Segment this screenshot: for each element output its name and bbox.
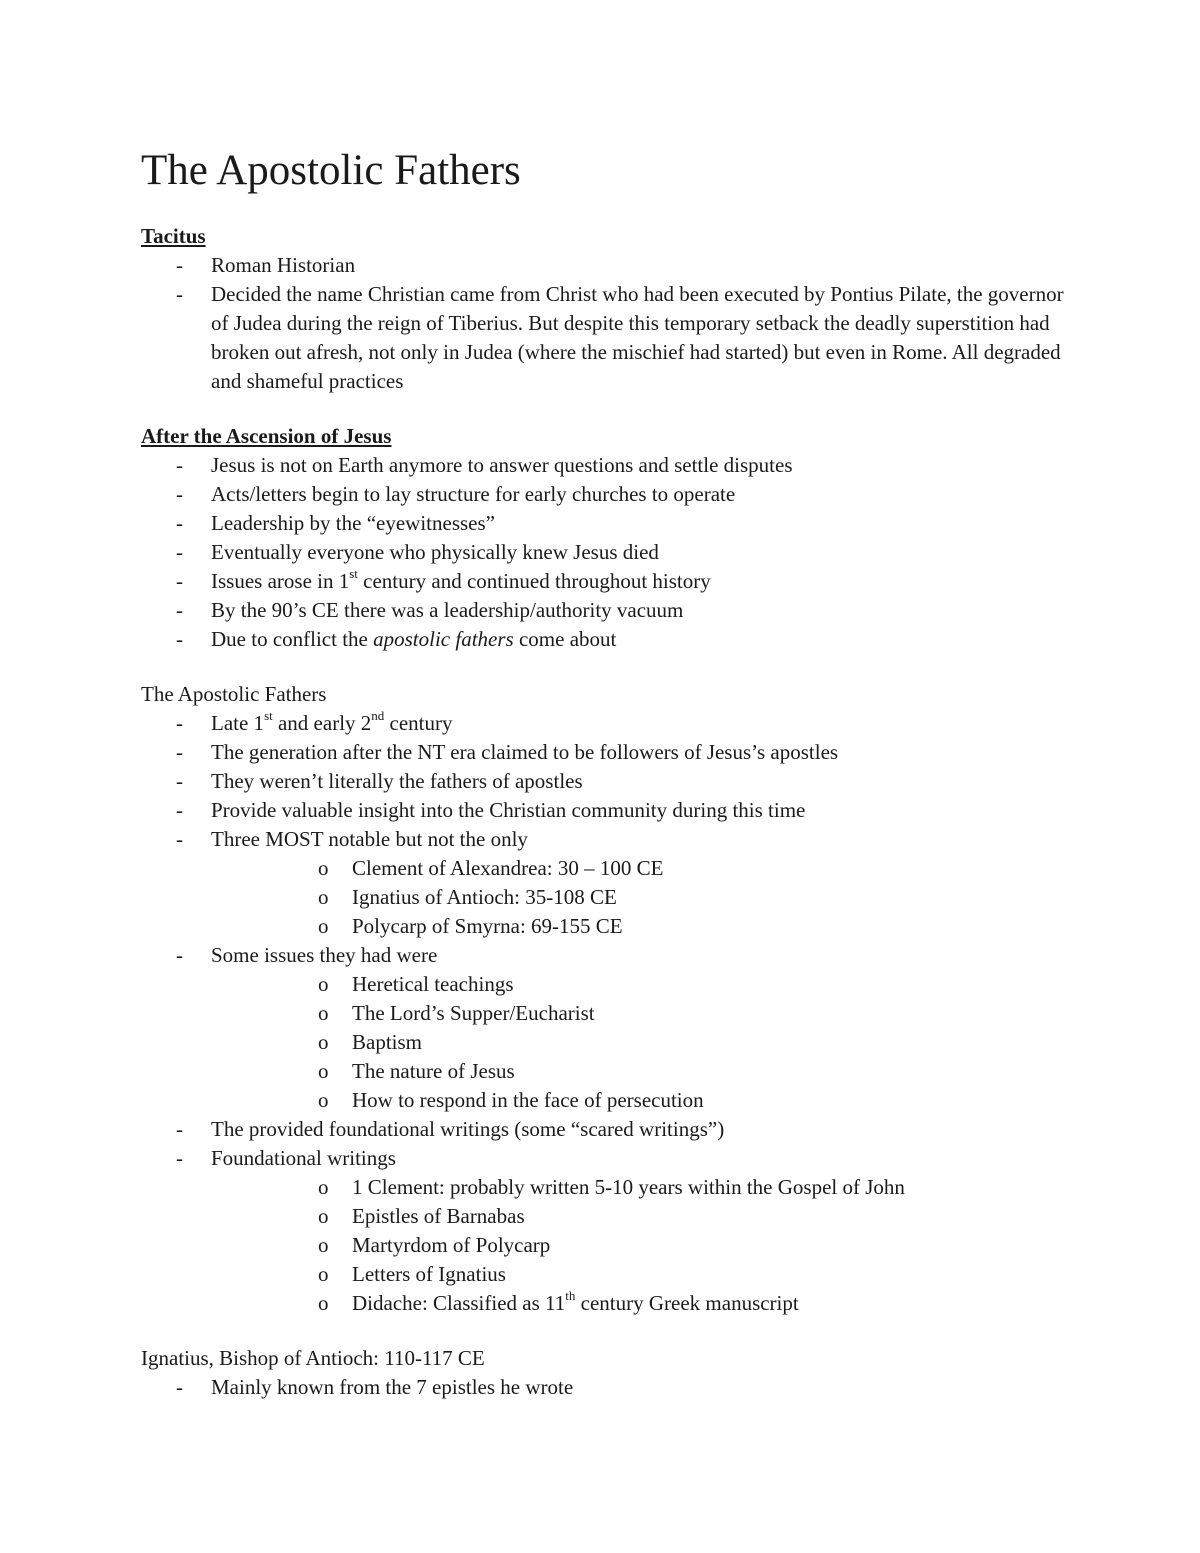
dash-bullet: -: [176, 740, 183, 764]
superscript: st: [264, 708, 273, 723]
dash-bullet: -: [176, 598, 183, 622]
list-item: [141, 509, 1081, 538]
list-item: [141, 825, 1081, 941]
dash-bullet: -: [176, 798, 183, 822]
list-item-text-post: come about: [513, 627, 617, 651]
sub-list-item-text: Polycarp of Smyrna: 69-155 CE: [352, 914, 623, 938]
sub-list-item: [211, 1028, 1081, 1057]
sub-list-item-text: How to respond in the face of persecution: [352, 1088, 704, 1112]
list-item-text-post: century: [384, 711, 453, 735]
dash-bullet: -: [176, 540, 183, 564]
list-item: [141, 251, 1081, 280]
list-item: [141, 1373, 1081, 1402]
sub-list-item-text: Heretical teachings: [352, 972, 514, 996]
dash-bullet: -: [176, 769, 183, 793]
issues-list: [211, 970, 1081, 1115]
sub-list-item: [211, 1289, 1081, 1318]
section-heading-ignatius: Ignatius, Bishop of Antioch: 110-117 CE: [141, 1346, 485, 1370]
dash-bullet: -: [176, 627, 183, 651]
list-item: [141, 596, 1081, 625]
sub-list-item-text: Letters of Ignatius: [352, 1262, 506, 1286]
italic-term: apostolic fathers: [373, 627, 514, 651]
list-item: [141, 451, 1081, 480]
list-item-text-pre: Late 1: [211, 711, 265, 735]
sub-list-item-text: Clement of Alexandrea: 30 – 100 CE: [352, 856, 664, 880]
list-item: [141, 538, 1081, 567]
list-item-text: Roman Historian: [211, 253, 356, 277]
sub-list-item: [211, 854, 1081, 883]
sub-list-item: [211, 912, 1081, 941]
list-item-text: Some issues they had were: [211, 943, 438, 967]
list-item: [141, 738, 1081, 767]
list-item: [141, 709, 1081, 738]
circle-bullet: o: [318, 1088, 329, 1112]
sub-list-item-text: Baptism: [352, 1030, 423, 1054]
list-item-text: Jesus is not on Earth anymore to answer questions and settle disputes: [211, 453, 793, 477]
superscript: nd: [371, 708, 385, 723]
circle-bullet: o: [318, 972, 329, 996]
list-item-text: Acts/letters begin to lay structure for early churches to operate: [211, 482, 736, 506]
section-ascension: [141, 422, 1081, 654]
section-tacitus: [141, 222, 1081, 396]
list-item: [141, 1144, 1081, 1318]
list-item: [141, 941, 1081, 1115]
dash-bullet: -: [176, 1117, 183, 1141]
sub-list-item-text: Epistles of Barnabas: [352, 1204, 525, 1228]
circle-bullet: o: [318, 856, 329, 880]
circle-bullet: o: [318, 1175, 329, 1199]
superscript: st: [349, 566, 358, 581]
circle-bullet: o: [318, 1059, 329, 1083]
sub-list-item: [211, 883, 1081, 912]
tacitus-list: [141, 251, 1081, 396]
dash-bullet: -: [176, 511, 183, 535]
list-item: [141, 796, 1081, 825]
list-item-text-mid: and early 2: [272, 711, 372, 735]
sub-list-item: [211, 1231, 1081, 1260]
dash-bullet: -: [176, 711, 183, 735]
circle-bullet: o: [318, 1291, 329, 1315]
list-item-text-pre: Due to conflict the: [211, 627, 374, 651]
dash-bullet: -: [176, 253, 183, 277]
list-item-text: Leadership by the “eyewitnesses”: [211, 511, 495, 535]
sub-list-item-text: The Lord’s Supper/Eucharist: [352, 1001, 595, 1025]
sub-list-item: [211, 1260, 1081, 1289]
sub-list-item: [211, 1173, 1081, 1202]
sub-list-item: [211, 1202, 1081, 1231]
sub-list-item-text: 1 Clement: probably written 5-10 years within the Gospel of John: [352, 1175, 905, 1199]
writings-list: [211, 1173, 1081, 1318]
section-heading-ascension: After the Ascension of Jesus: [141, 424, 392, 448]
circle-bullet: o: [318, 1030, 329, 1054]
page-title: The Apostolic Fathers: [141, 147, 521, 194]
section-apostolic-fathers: [141, 680, 1081, 1318]
dash-bullet: -: [176, 453, 183, 477]
list-item: [141, 280, 1081, 396]
list-item: [141, 767, 1081, 796]
list-item-text: Foundational writings: [211, 1146, 396, 1170]
list-item-text: Eventually everyone who physically knew Jesus died: [211, 540, 659, 564]
list-item-text: By the 90’s CE there was a leadership/authority vacuum: [211, 598, 684, 622]
section-heading-apostolic-fathers: The Apostolic Fathers: [141, 682, 327, 706]
dash-bullet: -: [176, 1146, 183, 1170]
sub-list-item-text: Ignatius of Antioch: 35-108 CE: [352, 885, 617, 909]
list-item: [141, 1115, 1081, 1144]
list-item: [141, 480, 1081, 509]
sub-list-item-text: Martyrdom of Polycarp: [352, 1233, 551, 1257]
sub-list-item: [211, 999, 1081, 1028]
list-item-text-post: century and continued throughout history: [357, 569, 711, 593]
circle-bullet: o: [318, 914, 329, 938]
list-item: [141, 567, 1081, 596]
dash-bullet: -: [176, 943, 183, 967]
circle-bullet: o: [318, 885, 329, 909]
circle-bullet: o: [318, 1262, 329, 1286]
list-item-text: Provide valuable insight into the Christian community during this time: [211, 798, 806, 822]
sub-list-item-text: The nature of Jesus: [352, 1059, 515, 1083]
ascension-list: [141, 451, 1081, 654]
list-item-text-pre: Issues arose in 1: [211, 569, 350, 593]
section-ignatius: [141, 1344, 1081, 1402]
list-item-text: Three MOST notable but not the only: [211, 827, 528, 851]
list-item: [141, 625, 1081, 654]
document-page: [141, 140, 1081, 1402]
section-heading-tacitus: Tacitus: [141, 224, 206, 248]
circle-bullet: o: [318, 1204, 329, 1228]
superscript: th: [565, 1288, 576, 1303]
fathers-list: [141, 709, 1081, 1318]
list-item-text: The provided foundational writings (some “scared writings”): [211, 1117, 725, 1141]
list-item-text: Decided the name Christian came from Christ who had been executed by Pontius Pilate, the governor of Judea during the reign of Tiberius. But despite this temporary setback the deadly superstition had broken out afresh, not only in Judea (where the mischief had started) but even in Rome. All degraded and shameful practices: [211, 282, 1064, 393]
notable-fathers-list: [211, 854, 1081, 941]
list-item-text: The generation after the NT era claimed to be followers of Jesus’s apostles: [211, 740, 839, 764]
list-item-text: They weren’t literally the fathers of apostles: [211, 769, 583, 793]
dash-bullet: -: [176, 282, 183, 306]
sub-list-item-text-post: century Greek manuscript: [575, 1291, 799, 1315]
ignatius-list: [141, 1373, 1081, 1402]
dash-bullet: -: [176, 827, 183, 851]
list-item-text: Mainly known from the 7 epistles he wrote: [211, 1375, 574, 1399]
sub-list-item: [211, 1086, 1081, 1115]
dash-bullet: -: [176, 482, 183, 506]
sub-list-item-text-pre: Didache: Classified as 11: [352, 1291, 566, 1315]
sub-list-item: [211, 1057, 1081, 1086]
dash-bullet: -: [176, 1375, 183, 1399]
circle-bullet: o: [318, 1001, 329, 1025]
circle-bullet: o: [318, 1233, 329, 1257]
sub-list-item: [211, 970, 1081, 999]
dash-bullet: -: [176, 569, 183, 593]
